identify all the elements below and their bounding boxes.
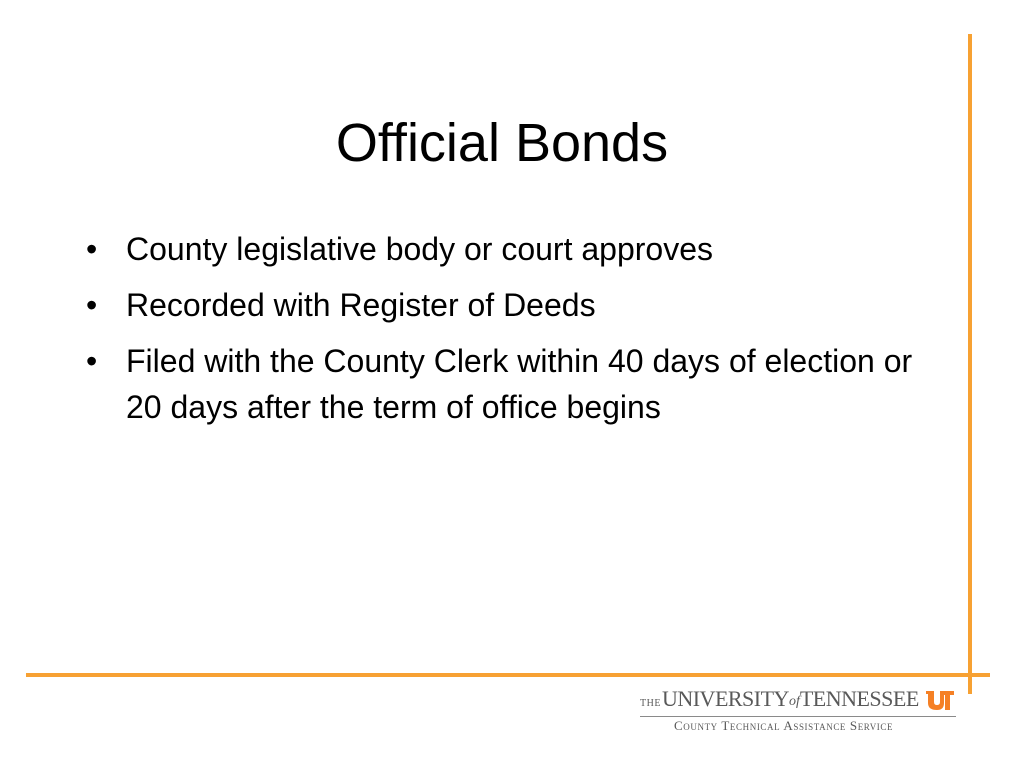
bullet-text: County legislative body or court approves [126, 231, 713, 267]
bullet-list [82, 226, 922, 430]
bullet-icon: • [86, 343, 98, 379]
slide-title: Official Bonds [335, 113, 669, 173]
ut-logo-icon [925, 689, 955, 711]
bullet-item [82, 226, 922, 272]
bullet-text: Recorded with Register of Deeds [126, 287, 596, 323]
logo-divider [640, 716, 956, 717]
horizontal-accent-line [26, 673, 990, 677]
logo-tennessee: TENNESSEE [799, 686, 919, 711]
bullet-icon: • [86, 231, 98, 267]
bullet-item [82, 282, 922, 328]
bullet-icon: • [86, 287, 98, 323]
university-logo [640, 686, 960, 736]
logo-subtitle: County Technical Assistance Service [674, 718, 894, 733]
logo-wordmark [640, 686, 960, 712]
bullet-item [82, 338, 922, 430]
bullet-text: Filed with the County Clerk within 40 days of election or 20 days after the term of office begins [126, 343, 913, 425]
logo-of: of [788, 694, 800, 709]
logo-the: THE [640, 698, 661, 709]
logo-university: UNIVERSITY [661, 686, 789, 711]
